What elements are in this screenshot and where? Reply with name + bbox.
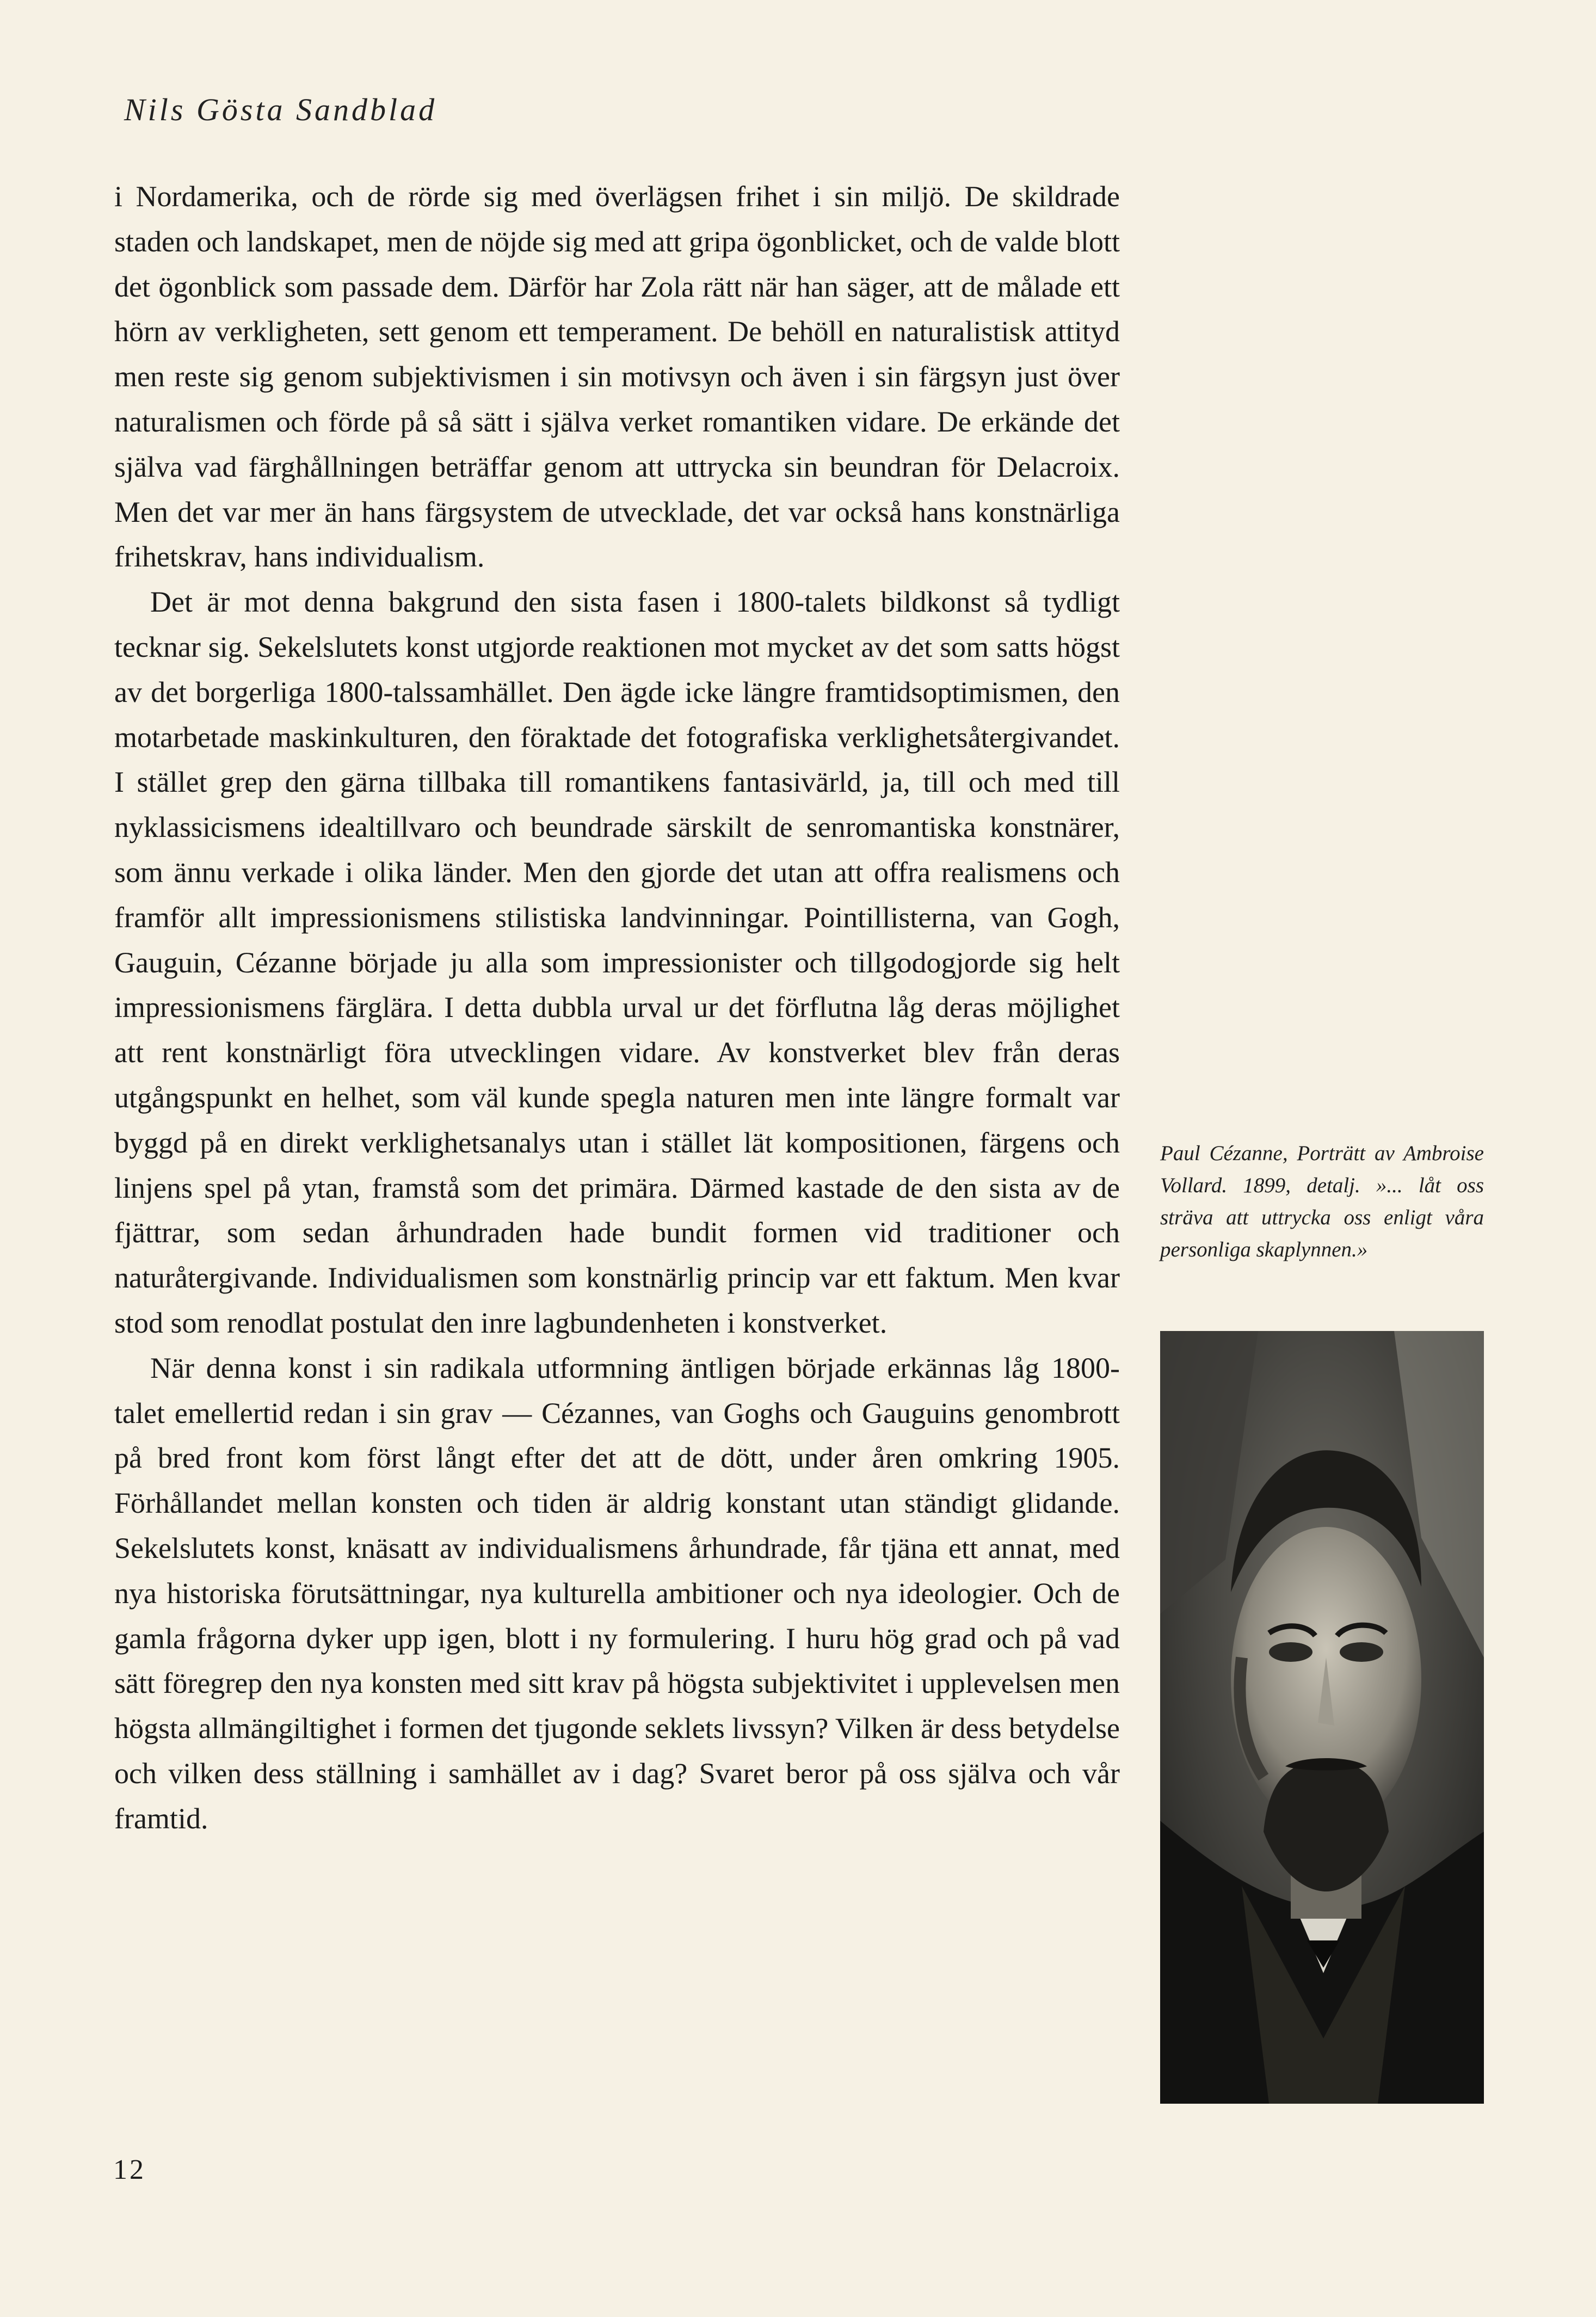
portrait-illustration: [1160, 1331, 1484, 2104]
paragraph: i Nordamerika, och de rörde sig med överlägsen frihet i sin miljö. De skildrade staden och landskapet, men de nöjde sig med att gripa ögonblicket, och de valde blott det ögonblick som passade dem. Därför har Zola rätt när han säger, att de målade ett hörn av verkligheten, sett genom ett temperament. De behöll en naturalistisk attityd men reste sig genom subjektivismen i sin motivsyn och även i sin färgsyn just över naturalismen och förde på så sätt i själva verket romantiken vidare. De erkände det själva vad färghållningen beträffar genom att uttrycka sin beundran för Delacroix. Men det var mer än hans färgsystem de utvecklade, det var också hans konstnärliga frihetskrav, hans individualism.: [114, 180, 1120, 574]
portrait-image: [1160, 1331, 1484, 2104]
paragraph: Det är mot denna bakgrund den sista fasen i 1800-talets bildkonst så tydligt tecknar sig. Sekelslutets konst utgjorde reaktionen mot mycket av det som satts högst av det borgerliga 1800-talssamhället. Den ägde icke längre framtidsoptimismen, den motarbetade maskinkulturen, den föraktade det fotografiska verklighetsåtergivandet. I stället grep den gärna tillbaka till romantikens fantasivärld, ja, till och med till nyklassicismens idealtillvaro och beundrade särskilt de senromantiska konstnärer, som ännu verkade i olika länder. Men den gjorde det utan att offra realismens och framför allt impressionismens stilistiska landvinningar. Pointillisterna, van Gogh, Gauguin, Cézanne började ju alla som impressionister och tillgodogjorde sig helt impressionismens färglära. I detta dubbla urval ur det förflutna låg deras möjlighet att rent konstnärligt föra utvecklingen vidare. Av konstverket blev från deras utgångspunkt en helhet, som väl kunde spegla naturen men inte längre formalt var byggd på en direkt verklighetsanalys utan i stället lät kompositionen, färgens och linjens spel på ytan, framstå som det primära. Därmed kastade de den sista av de fjättrar, som sedan århundraden hade bundit formen vid traditioner och naturåtergivande. Individualismen som konstnärlig princip var ett faktum. Men kvar stod som renodlat postulat den inre lagbundenheten i konstverket.: [114, 586, 1120, 1339]
running-head: Nils Gösta Sandblad: [124, 92, 437, 127]
body-text: [114, 174, 1120, 1841]
figure-caption: Paul Cézanne, Porträtt av Ambroise Vollard. 1899, detalj. »... låt oss sträva att uttrycka oss enligt våra personliga skaplynnen.»: [1160, 1142, 1484, 1261]
paragraph: När denna konst i sin radikala utformning äntligen började erkännas låg 1800-talet emellertid redan i sin grav — Cézannes, van Goghs och Gauguins genombrott på bred front kom först långt efter det att de dött, under åren omkring 1905. Förhållandet mellan konsten och tiden är aldrig konstant utan ständigt glidande. Sekelslutets konst, knäsatt av individualismens århundrade, får tjäna ett annat, med nya historiska förutsättningar, nya kulturella ambitioner och nya ideologier. Och de gamla frågorna dyker upp igen, blott i ny formulering. I huru hög grad och på vad sätt föregrep den nya konsten med sitt krav på högsta subjektivitet i upplevelsen men högsta allmängiltighet i formen det tjugonde seklets livssyn? Vilken är dess betydelse och vilken dess ställning i samhället av i dag? Svaret beror på oss själva och vår framtid.: [114, 1351, 1120, 1835]
page-number: 12: [113, 2154, 146, 2185]
